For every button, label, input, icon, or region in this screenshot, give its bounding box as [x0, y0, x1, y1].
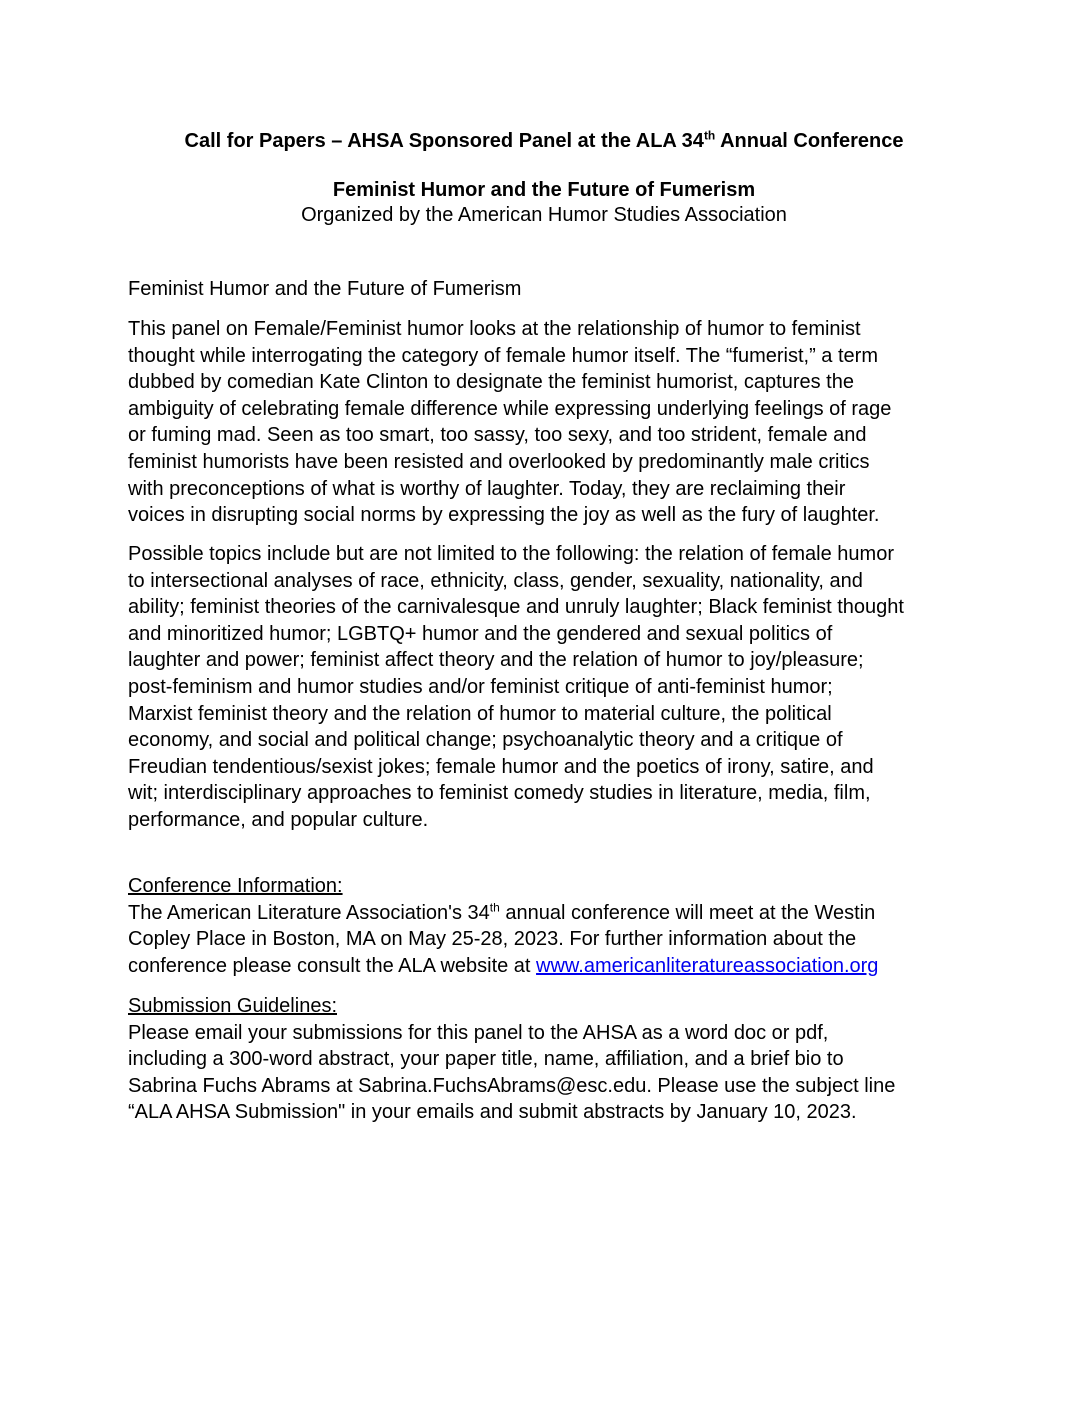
- paragraph-line: feminist humorists have been resisted and overlooked by predominantly male critics: [128, 450, 870, 473]
- paragraph-line: ability; feminist theories of the carnivalesque and unruly laughter; Black feminist thought: [128, 596, 904, 619]
- organizer-line: Organized by the American Humor Studies Association: [301, 204, 787, 226]
- panel-title-text: Feminist Humor and the Future of Fumerism: [128, 278, 522, 300]
- page-title: [0, 129, 1088, 153]
- paragraph-line: ambiguity of celebrating female difference while expressing underlying feelings of rage: [128, 397, 892, 420]
- paragraph-line: Marxist feminist theory and the relation of humor to material culture, the political: [128, 702, 832, 725]
- paragraph-line: and minoritized humor; LGBTQ+ humor and the gendered and sexual politics of: [128, 622, 833, 645]
- conference-info-section: [128, 873, 968, 979]
- paragraph-line: to intersectional analyses of race, ethnicity, class, gender, sexuality, nationality, and: [128, 569, 863, 592]
- description-paragraph: [128, 316, 968, 529]
- line-text: The American Literature Association's 34: [128, 901, 490, 924]
- paragraph-line: This panel on Female/Feminist humor looks at the relationship of humor to feminist: [128, 318, 861, 340]
- submission-line: Please email your submissions for this panel to the AHSA as a word doc or pdf,: [128, 1021, 829, 1044]
- title-text: Call for Papers – AHSA Sponsored Panel at the ALA 34: [184, 130, 704, 152]
- paragraph-line: Possible topics include but are not limited to the following: the relation of female humor: [128, 543, 894, 565]
- submission-line: including a 300-word abstract, your paper title, name, affiliation, and a brief bio to: [128, 1048, 844, 1071]
- paragraph-line: laughter and power; feminist affect theory and the relation of humor to joy/pleasure;: [128, 649, 864, 672]
- paragraph-line: thought while interrogating the category of female humor itself. The “fumerist,” a term: [128, 344, 878, 367]
- submission-line: “ALA AHSA Submission" in your emails and submit abstracts by January 10, 2023.: [128, 1101, 857, 1124]
- paragraph-line: economy, and social and political change; psychoanalytic theory and a critique of: [128, 729, 843, 752]
- conference-info-heading: [128, 873, 968, 900]
- conference-info-line: [128, 900, 968, 927]
- paragraph-line: with preconceptions of what is worthy of laughter. Today, they are reclaiming their: [128, 477, 846, 500]
- ala-website-link[interactable]: www.americanliteratureassociation.org: [536, 954, 879, 977]
- panel-subtitle: Feminist Humor and the Future of Fumerism: [332, 179, 756, 201]
- title-superscript: th: [703, 128, 716, 143]
- submission-line: Sabrina Fuchs Abrams at Sabrina.FuchsAbrams@esc.edu. Please use the subject line: [128, 1074, 896, 1097]
- heading-text: Conference Information:: [128, 875, 343, 897]
- submission-heading: [128, 993, 968, 1020]
- line-text-end: annual conference will meet at the Westin: [499, 901, 876, 924]
- submission-section: [128, 993, 968, 1126]
- panel-title-plain: [128, 276, 968, 303]
- line-text: conference please consult the ALA website at: [128, 954, 537, 977]
- conference-info-line: Copley Place in Boston, MA on May 25-28, 2023. For further information about the: [128, 928, 857, 951]
- superscript: th: [489, 899, 500, 914]
- topics-paragraph: [128, 541, 968, 834]
- title-text-end: Annual Conference: [715, 130, 904, 152]
- paragraph-line: voices in disrupting social norms by expressing the joy as well as the fury of laughter.: [128, 504, 880, 527]
- paragraph-line: or fuming mad. Seen as too smart, too sassy, too sexy, and too strident, female and: [128, 424, 867, 447]
- paragraph-line: dubbed by comedian Kate Clinton to designate the feminist humorist, captures the: [128, 371, 854, 394]
- conference-info-line: [128, 953, 968, 980]
- paragraph-line: performance, and popular culture.: [128, 808, 429, 831]
- paragraph-line: post-feminism and humor studies and/or feminist critique of anti-feminist humor;: [128, 675, 833, 698]
- paragraph-line: wit; interdisciplinary approaches to feminist comedy studies in literature, media, film,: [128, 782, 871, 805]
- heading-text: Submission Guidelines:: [128, 995, 337, 1017]
- paragraph-line: Freudian tendentious/sexist jokes; female humor and the poetics of irony, satire, and: [128, 755, 874, 778]
